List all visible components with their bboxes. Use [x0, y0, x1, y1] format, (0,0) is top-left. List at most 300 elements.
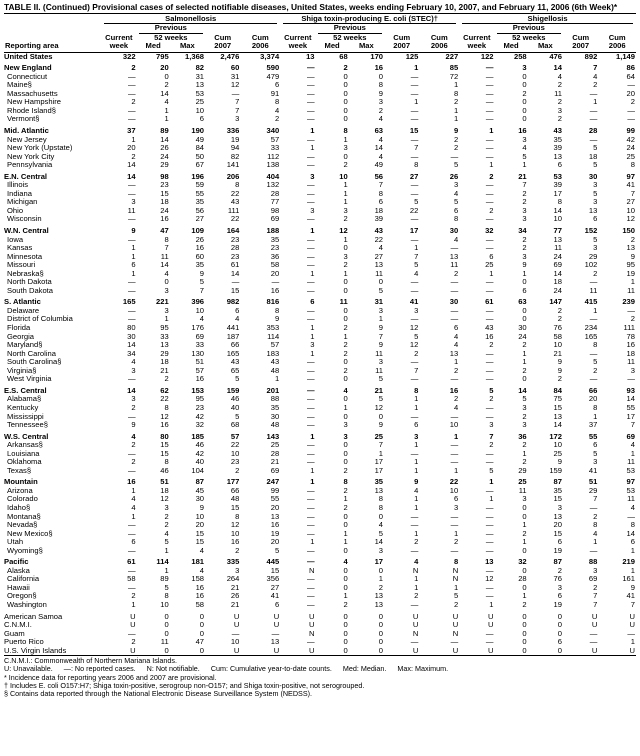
reporting-area-cell: Minnesota	[7, 252, 43, 261]
value-cell: 37	[127, 126, 136, 135]
value-cell: 1	[630, 278, 635, 287]
value-cell: 159	[549, 466, 562, 475]
value-cell: 5	[235, 412, 240, 421]
value-cell: 88	[588, 557, 598, 567]
value-cell: 10	[230, 529, 240, 538]
value-cell: 102	[584, 261, 598, 270]
value-cell: 30	[518, 324, 527, 333]
value-cell: 10	[195, 106, 205, 115]
table-row	[4, 181, 636, 190]
value-cell: 2	[557, 315, 562, 324]
value-cell: 22	[409, 206, 419, 215]
value-cell: 0	[522, 106, 527, 115]
value-cell: 181	[191, 557, 205, 567]
table-row	[4, 413, 636, 422]
value-cell: —	[589, 89, 598, 98]
value-cell: 9	[630, 252, 635, 261]
table-row	[4, 73, 636, 82]
value-cell: 3	[164, 286, 169, 295]
value-cell: —	[410, 235, 419, 244]
table-row	[4, 98, 636, 107]
value-cell: 69	[588, 575, 598, 584]
value-cell: 4	[131, 495, 136, 504]
value-cell: 0	[343, 115, 348, 124]
value-cell: 12	[230, 81, 240, 90]
value-cell: 415	[584, 297, 598, 307]
value-cell: 8	[453, 215, 459, 224]
value-cell: 66	[588, 385, 598, 395]
reporting-area-cell: Georgia	[7, 332, 35, 341]
table-body	[4, 52, 636, 656]
value-cell: 95	[195, 395, 205, 404]
value-cell: 1,149	[615, 52, 635, 61]
value-cell: 2	[164, 375, 169, 384]
value-cell: 1	[489, 269, 494, 278]
header-cum: Cum	[393, 33, 411, 42]
table-row	[4, 521, 636, 530]
value-cell: 25	[374, 431, 384, 441]
value-cell: 16	[127, 477, 136, 487]
reporting-area-cell: Maryland§	[7, 341, 43, 350]
value-cell: 25	[270, 441, 280, 450]
value-cell: 114	[267, 332, 280, 341]
value-cell: 7	[378, 181, 384, 190]
value-cell: 87	[553, 477, 562, 487]
reporting-area-cell: Rhode Island§	[7, 106, 56, 115]
value-cell: U	[591, 621, 598, 630]
value-cell: 111	[623, 324, 635, 333]
header-previous: Previous	[495, 24, 563, 33]
value-cell: 7	[489, 431, 494, 441]
value-cell: 8	[378, 189, 384, 198]
value-cell: 13	[374, 486, 384, 495]
value-cell: 9	[378, 89, 384, 98]
value-cell: 13	[626, 244, 635, 253]
value-cell: —	[127, 106, 136, 115]
value-cell: —	[589, 503, 598, 512]
value-cell: 1	[131, 244, 136, 253]
reporting-area-cell: Tennessee§	[7, 421, 48, 430]
reporting-area-cell: New York (Upstate)	[7, 144, 73, 153]
reporting-area-cell: Hawaii	[7, 583, 30, 592]
value-cell: 2	[522, 458, 527, 467]
value-cell: 1	[489, 495, 494, 504]
header-52-weeks: 52 weeks	[333, 33, 367, 42]
value-cell: 2	[630, 315, 635, 324]
value-cell: —	[306, 583, 315, 592]
value-cell: —	[306, 135, 315, 144]
value-cell: 7	[414, 366, 419, 375]
value-cell: 3	[378, 306, 384, 315]
value-cell: 7	[593, 600, 598, 609]
value-cell: 13	[374, 261, 384, 270]
value-cell: 2	[343, 349, 348, 358]
value-cell: 1	[378, 315, 384, 324]
value-cell: N	[309, 566, 315, 575]
value-cell: 2	[453, 395, 459, 404]
reporting-area-cell: Kentucky	[7, 403, 39, 412]
table-row	[4, 81, 636, 90]
value-cell: —	[589, 375, 598, 384]
value-cell: 46	[160, 466, 169, 475]
reporting-area-cell: Michigan	[7, 198, 38, 207]
value-cell: 1	[310, 477, 315, 487]
value-cell: 2	[131, 403, 136, 412]
value-cell: 2	[522, 244, 527, 253]
value-cell: 15	[160, 189, 169, 198]
reporting-area-cell: Kansas	[7, 244, 33, 253]
value-cell: —	[231, 278, 240, 287]
value-cell: —	[627, 81, 635, 90]
value-cell: —	[306, 261, 315, 270]
value-cell: —	[306, 366, 315, 375]
value-cell: 5	[164, 583, 169, 592]
value-cell: 7	[235, 106, 240, 115]
value-cell: 0	[343, 638, 348, 647]
value-cell: 2	[414, 349, 419, 358]
value-cell: 0	[522, 98, 527, 107]
value-cell: 57	[195, 366, 205, 375]
value-cell: —	[485, 135, 494, 144]
value-cell: 1	[310, 324, 315, 333]
value-cell: 1	[343, 495, 348, 504]
value-cell: 26	[230, 592, 240, 601]
reporting-area-cell: Louisiana	[7, 449, 40, 458]
reporting-area-cell: New Mexico§	[7, 529, 53, 538]
value-cell: —	[306, 458, 315, 467]
value-cell: —	[306, 403, 315, 412]
header-2007: 2007	[205, 42, 240, 52]
value-cell: 2	[522, 89, 527, 98]
value-cell: 95	[626, 261, 635, 270]
value-cell: 2	[343, 63, 348, 73]
header-blank	[101, 24, 136, 33]
value-cell: 396	[191, 297, 205, 307]
value-cell: 1	[343, 529, 348, 538]
table-row	[4, 190, 636, 199]
value-cell: 14	[553, 421, 562, 430]
value-cell: 0	[378, 566, 384, 575]
value-cell: 30	[449, 297, 459, 307]
value-cell: 29	[588, 486, 598, 495]
footnotes	[4, 657, 636, 698]
reporting-area-cell: Vermont§	[7, 115, 40, 124]
value-cell: 4	[414, 486, 419, 495]
value-cell: 35	[195, 261, 205, 270]
value-cell: 55	[588, 431, 598, 441]
value-cell: 33	[160, 332, 169, 341]
value-cell: 49	[374, 161, 384, 170]
value-cell: —	[485, 89, 494, 98]
group-header-shigellosis: Shigellosis	[459, 14, 636, 25]
value-cell: 0	[137, 647, 170, 656]
value-cell: 26	[195, 235, 205, 244]
value-cell: 0	[343, 441, 348, 450]
table-row	[4, 395, 636, 404]
value-cell: —	[485, 629, 494, 638]
value-cell: 42	[195, 412, 205, 421]
value-cell: 6	[557, 638, 562, 647]
value-cell: 0	[343, 546, 348, 555]
value-cell: 35	[374, 477, 384, 487]
header-52-weeks: 52 weeks	[154, 33, 188, 42]
value-cell: —	[127, 566, 136, 575]
value-cell: —	[485, 375, 494, 384]
value-cell: 1	[522, 269, 527, 278]
value-cell: 2	[378, 583, 384, 592]
value-cell: 2	[274, 115, 280, 124]
header-2006: 2006	[598, 42, 636, 52]
value-cell: 1	[164, 566, 169, 575]
value-cell: U	[412, 611, 419, 621]
value-cell: 99	[270, 486, 280, 495]
value-cell: —	[485, 638, 494, 647]
value-cell: —	[410, 521, 419, 530]
value-cell: 6	[489, 252, 494, 261]
value-cell: —	[127, 89, 136, 98]
footnote-section: § Contains data reported through the National Electronic Disease Surveillance System (NEDSS).	[4, 689, 313, 699]
value-cell: 98	[270, 206, 280, 215]
value-cell: 51	[195, 358, 205, 367]
value-cell: 165	[122, 297, 136, 307]
value-cell: 177	[226, 477, 240, 487]
value-cell: 0	[557, 611, 562, 621]
value-cell: 17	[374, 458, 384, 467]
value-cell: 7	[235, 98, 240, 107]
value-cell: 24	[553, 286, 562, 295]
value-cell: 1	[453, 529, 459, 538]
header-cum: Cum	[251, 33, 269, 42]
value-cell: 3	[557, 106, 562, 115]
value-cell: —	[306, 278, 315, 287]
footnote-cnmi: C.N.M.I.: Commonwealth of Northern Mariana Islands.	[4, 656, 177, 666]
value-cell: 2	[489, 341, 494, 350]
value-cell: 3	[557, 583, 562, 592]
value-cell: 1	[522, 349, 527, 358]
value-cell: 84	[195, 144, 205, 153]
value-cell: 6	[522, 286, 527, 295]
value-cell: 17	[374, 557, 384, 567]
value-cell: —	[410, 81, 419, 90]
value-cell: 3	[310, 171, 315, 181]
value-cell: —	[410, 115, 419, 124]
value-cell: 7	[630, 421, 635, 430]
reporting-area-cell: Arkansas§	[7, 441, 43, 450]
value-cell: 1	[414, 583, 419, 592]
value-cell: 441	[226, 324, 240, 333]
value-cell: 14	[160, 261, 169, 270]
value-cell: 2	[343, 215, 348, 224]
value-cell: 2	[131, 441, 136, 450]
value-cell: 19	[270, 529, 280, 538]
value-cell: 8	[164, 592, 169, 601]
value-cell: 25	[518, 477, 527, 487]
header-med: Med	[495, 42, 528, 52]
reporting-area-cell: South Carolina§	[7, 358, 62, 367]
value-cell: 5	[593, 358, 598, 367]
value-cell: 58	[553, 332, 562, 341]
value-cell: 6	[235, 306, 240, 315]
value-cell: 2	[235, 546, 240, 555]
table-row	[4, 621, 636, 630]
value-cell: 12	[160, 412, 169, 421]
value-cell: 340	[266, 126, 280, 135]
table-row	[4, 475, 636, 487]
value-cell: 1	[414, 495, 419, 504]
value-cell: 78	[626, 332, 635, 341]
table-row	[4, 367, 636, 376]
value-cell: 1	[630, 449, 635, 458]
value-cell: 8	[593, 521, 598, 530]
header-2006: 2006	[419, 42, 459, 52]
value-cell: 42	[195, 449, 205, 458]
table-row	[4, 358, 636, 367]
value-cell: 8	[453, 89, 459, 98]
value-cell: 43	[553, 126, 562, 135]
value-cell: 21	[553, 349, 562, 358]
value-cell: 7	[378, 441, 384, 450]
value-cell: 4	[378, 115, 384, 124]
reporting-area-cell: West Virginia	[7, 375, 52, 384]
reporting-area-cell: Indiana	[7, 189, 32, 198]
value-cell: 2	[522, 198, 527, 207]
value-cell: —	[127, 375, 136, 384]
value-cell: 86	[626, 63, 635, 73]
value-cell: 69	[270, 215, 280, 224]
value-cell: —	[306, 252, 315, 261]
value-cell: 0	[343, 98, 348, 107]
value-cell: 5	[414, 261, 419, 270]
value-cell: 0	[378, 638, 384, 647]
value-cell: 17	[553, 189, 562, 198]
value-cell: —	[306, 189, 315, 198]
value-cell: 1	[414, 441, 419, 450]
value-cell: 24	[518, 332, 527, 341]
value-cell: U	[273, 611, 280, 621]
value-cell: 19	[230, 135, 240, 144]
value-cell: 356	[266, 575, 280, 584]
value-cell: 1	[453, 81, 459, 90]
value-cell: 2	[343, 341, 348, 350]
reporting-area-cell: Utah	[7, 538, 24, 547]
value-cell: 4	[414, 269, 419, 278]
header-blank	[4, 34, 101, 42]
value-cell: 1	[414, 458, 419, 467]
value-cell: 11	[518, 486, 527, 495]
table-row	[4, 161, 636, 170]
value-cell: 93	[626, 385, 635, 395]
table-row	[4, 567, 636, 576]
value-cell: 68	[230, 421, 240, 430]
value-cell: 57	[270, 341, 280, 350]
value-cell: 1	[343, 198, 348, 207]
value-cell: 1	[522, 449, 527, 458]
value-cell: 187	[226, 332, 240, 341]
value-cell: 36	[518, 431, 527, 441]
value-cell: 11	[160, 638, 169, 647]
value-cell: 13	[553, 235, 562, 244]
value-cell: 111	[227, 206, 240, 215]
value-cell: 15	[553, 495, 562, 504]
value-cell: —	[485, 315, 494, 324]
value-cell: 40	[195, 458, 205, 467]
value-cell: 2	[164, 521, 169, 530]
value-cell: 53	[626, 466, 635, 475]
value-cell: U	[309, 611, 315, 621]
value-cell: 17	[626, 412, 635, 421]
header-cum: Cum	[214, 33, 232, 42]
value-cell: 8	[378, 503, 384, 512]
value-cell: 3	[453, 181, 459, 190]
value-cell: 27	[409, 171, 419, 181]
value-cell: 1	[630, 566, 635, 575]
value-cell: 2	[453, 269, 459, 278]
value-cell: 28	[518, 575, 527, 584]
table-row	[4, 324, 636, 333]
value-cell: 21	[160, 366, 169, 375]
value-cell: 2	[378, 106, 384, 115]
value-cell: 20	[127, 144, 136, 153]
header-2006: 2006	[240, 42, 280, 52]
value-cell: 14	[230, 269, 240, 278]
value-cell: —	[306, 521, 315, 530]
value-cell: 2	[343, 261, 348, 270]
value-cell: 8	[235, 181, 240, 190]
value-cell: N	[412, 629, 419, 638]
value-cell: 11	[554, 244, 562, 253]
value-cell: 2	[522, 235, 527, 244]
value-cell: 353	[266, 324, 280, 333]
value-cell: —	[450, 315, 459, 324]
value-cell: 2	[522, 441, 527, 450]
value-cell: 0	[522, 115, 527, 124]
value-cell: 479	[266, 72, 280, 81]
value-cell: 7	[378, 332, 384, 341]
value-cell: 1	[343, 538, 348, 547]
value-cell: 7	[414, 252, 419, 261]
value-cell: 97	[626, 477, 635, 487]
legend-not-notifiable: N: Not notifiable.	[146, 664, 200, 674]
value-cell: 8	[343, 126, 348, 135]
value-cell: 2	[414, 592, 419, 601]
value-cell: 476	[549, 52, 562, 61]
value-cell: 9	[131, 421, 136, 430]
value-cell: U	[412, 621, 419, 630]
value-cell: —	[410, 512, 419, 521]
value-cell: 2	[522, 529, 527, 538]
value-cell: 1	[343, 181, 348, 190]
value-cell: 59	[195, 181, 205, 190]
value-cell: 147	[549, 297, 562, 307]
value-cell: —	[485, 198, 494, 207]
value-cell: 18	[626, 349, 635, 358]
reporting-area-cell: Alabama§	[7, 395, 42, 404]
value-cell: 12	[230, 521, 240, 530]
value-cell: 2	[557, 306, 562, 315]
value-cell: —	[306, 198, 315, 207]
value-cell: 7	[199, 286, 205, 295]
header-max: Max	[528, 42, 563, 52]
header-week: week	[459, 42, 494, 52]
value-cell: 5	[378, 375, 384, 384]
table-row	[4, 458, 636, 467]
value-cell: 2	[343, 161, 348, 170]
value-cell: 2	[557, 566, 562, 575]
value-cell: 6	[557, 592, 562, 601]
value-cell: 3	[522, 206, 527, 215]
value-cell: —	[589, 278, 598, 287]
value-cell: 1	[414, 395, 419, 404]
